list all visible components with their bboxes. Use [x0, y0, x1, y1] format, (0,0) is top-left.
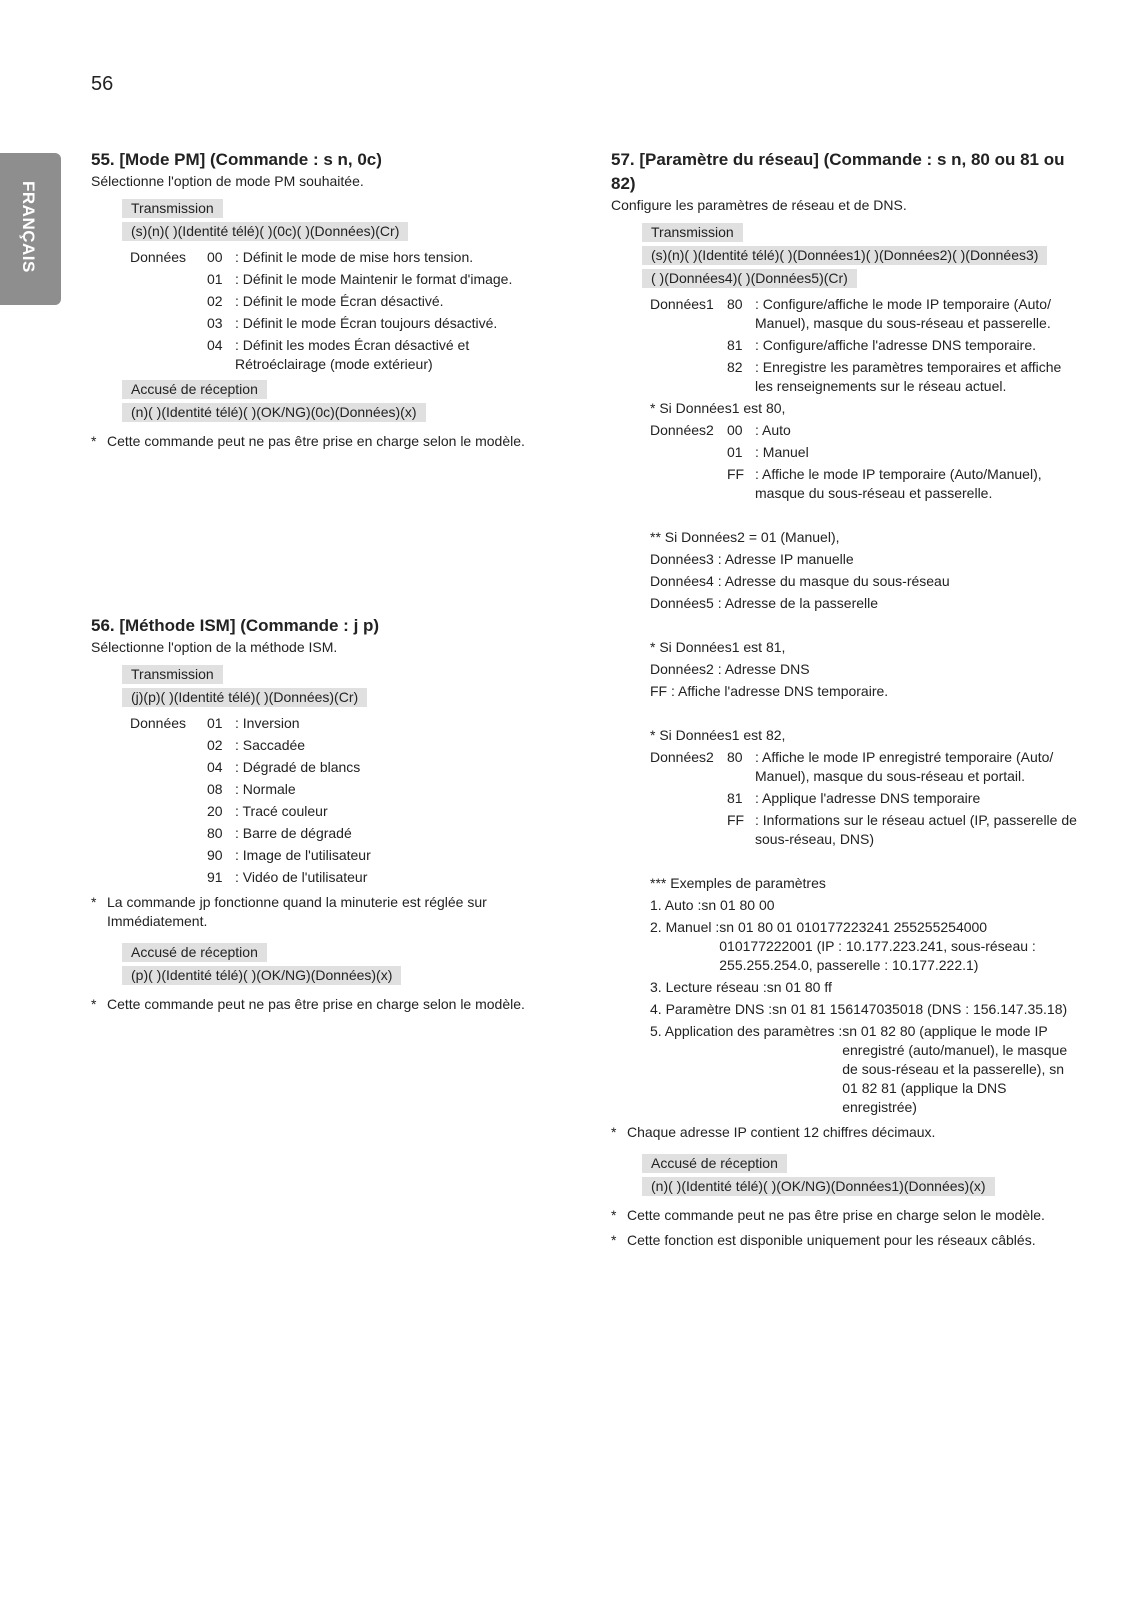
data-code: 02: [207, 737, 223, 753]
data-code: 03: [207, 315, 223, 331]
data-code: 01: [207, 715, 223, 731]
transmission-label: Transmission: [642, 223, 743, 242]
data-text: : Manuel: [755, 444, 809, 460]
data-code: 02: [207, 293, 223, 309]
data-text: : Affiche le mode IP temporaire (Auto/Manuel), masque du sous-réseau et passerelle.: [755, 466, 1042, 501]
data-row: [650, 358, 1081, 396]
data-row: [650, 811, 1081, 849]
data-code: 80: [207, 825, 223, 841]
transmission-code: (s)(n)( )(Identité télé)( )(Données1)( )(Données2)( )(Données3): [642, 246, 1047, 265]
data-label: Données: [130, 715, 187, 731]
transmission-code: (s)(n)( )(Identité télé)( )(0c)( )(Données)(Cr): [122, 222, 408, 241]
data-code: 08: [207, 781, 223, 797]
data-label: Données: [130, 249, 187, 265]
example-value: sn 01 80 ff: [766, 979, 832, 995]
data-row: [130, 846, 561, 865]
data-text: : Image de l'utilisateur: [235, 847, 371, 863]
data-text: : Inversion: [235, 715, 300, 731]
note-text: La commande jp fonctionne quand la minuterie est réglée sur Immédiatement.: [107, 894, 487, 929]
data-row: [130, 292, 561, 311]
data-row: [130, 868, 561, 887]
data-code: 80: [727, 296, 743, 312]
section-description: Configure les paramètres de réseau et de DNS.: [611, 197, 907, 213]
note: * Cette commande peut ne pas être prise en charge selon le modèle.: [91, 996, 525, 1012]
data-row: [650, 421, 1081, 440]
section-56: [91, 614, 561, 1014]
data-code: 00: [207, 249, 223, 265]
data-code: 01: [727, 444, 743, 460]
data-text: : Affiche le mode IP enregistré temporaire (Auto/ Manuel), masque du sous-réseau et portail.: [755, 749, 1054, 784]
data-row: [130, 248, 561, 267]
data-row: [130, 802, 561, 821]
condition-81-line: Données2 : Adresse DNS: [650, 661, 810, 677]
example-item: [650, 978, 1081, 997]
data-text: : Définit le mode de mise hors tension.: [235, 249, 474, 265]
section-description: Sélectionne l'option de mode PM souhaitée.: [91, 173, 364, 189]
data-text: : Applique l'adresse DNS temporaire: [755, 790, 981, 806]
data-text: : Configure/affiche l'adresse DNS temporaire.: [755, 337, 1036, 353]
manual-line: Données4 : Adresse du masque du sous-réseau: [650, 573, 950, 589]
example-key: 5. Application des paramètres :: [650, 1023, 843, 1039]
data-row: [650, 465, 1081, 503]
data-text: : Dégradé de blancs: [235, 759, 361, 775]
transmission-label: Transmission: [122, 665, 223, 684]
condition-82: * Si Données1 est 82,: [650, 727, 786, 743]
data-code: 81: [727, 790, 743, 806]
example-value: sn 01 80 00: [701, 897, 775, 913]
data-row: [130, 758, 561, 777]
section-title: 56. [Méthode ISM] (Commande : j p): [91, 616, 380, 635]
data-code: 80: [727, 749, 743, 765]
section-title: 57. [Paramètre du réseau] (Commande : s n, 80 ou 81 ou 82): [611, 150, 1065, 193]
data-code: 20: [207, 803, 223, 819]
example-value: sn 01 80 01 010177223241 255255254000 010177222001 (IP : 10.177.223.241, sous-réseau : 255.255.254.0, passerelle : 10.177.222.1): [719, 919, 1036, 973]
note: * Cette fonction est disponible uniquement pour les réseaux câblés.: [611, 1232, 1036, 1248]
condition-81-line: FF : Affiche l'adresse DNS temporaire.: [650, 683, 889, 699]
data-row: [650, 336, 1081, 355]
manual-line: ** Si Données2 = 01 (Manuel),: [650, 529, 840, 545]
condition-81-block: [611, 638, 1081, 701]
data-text: : Enregistre les paramètres temporaires et affiche les renseignements sur le réseau actuel.: [755, 359, 1062, 394]
example-item: [650, 896, 1081, 915]
data2-80-list: [611, 421, 1081, 503]
note-text: Cette commande peut ne pas être prise en charge selon le modèle.: [627, 1207, 1045, 1223]
data-code: 04: [207, 337, 223, 353]
data-row: [650, 789, 1081, 808]
data-label: Données1: [650, 296, 714, 312]
condition-80: * Si Données1 est 80,: [650, 400, 786, 416]
transmission-label: Transmission: [122, 199, 223, 218]
data-row: [130, 270, 561, 289]
section-description: Sélectionne l'option de la méthode ISM.: [91, 639, 338, 655]
section-57: [611, 148, 1081, 1250]
data-code: 82: [727, 359, 743, 375]
data-code: 04: [207, 759, 223, 775]
note: * Chaque adresse IP contient 12 chiffres décimaux.: [611, 1124, 936, 1140]
right-column: [611, 148, 1081, 1250]
transmission-code-continued: ( )(Données4)( )(Données5)(Cr): [642, 269, 857, 288]
data-text: : Saccadée: [235, 737, 306, 753]
data-text: : Normale: [235, 781, 296, 797]
language-tab: [0, 153, 61, 305]
manual-block: [611, 528, 1081, 613]
data-text: : Auto: [755, 422, 791, 438]
section-title: 55. [Mode PM] (Commande : s n, 0c): [91, 150, 382, 169]
data-row: [130, 780, 561, 799]
transmission-code: (j)(p)( )(Identité télé)( )(Données)(Cr): [122, 688, 367, 707]
data-text: : Définit les modes Écran désactivé et Rétroéclairage (mode extérieur): [235, 337, 470, 372]
example-value: sn 01 82 80 (applique le mode IP enregistré (auto/manuel), le masque de sous-réseau et la passerelle), sn 01 82 81 (applique la DNS enregistrée): [842, 1023, 1068, 1115]
data-code: 00: [727, 422, 743, 438]
section-55: [91, 148, 561, 451]
data-row: [650, 748, 1081, 786]
ack-label: Accusé de réception: [122, 380, 267, 399]
data-text: : Définit le mode Écran désactivé.: [235, 293, 444, 309]
left-column: [91, 148, 561, 1012]
note: * La commande jp fonctionne quand la minuterie est réglée sur Immédiatement.: [91, 893, 561, 931]
example-item: [650, 1000, 1081, 1019]
data-row: [650, 443, 1081, 462]
examples-title: *** Exemples de paramètres: [650, 875, 826, 891]
ack-label: Accusé de réception: [642, 1154, 787, 1173]
data-list: [91, 248, 561, 374]
data-code: 90: [207, 847, 223, 863]
data-text: : Tracé couleur: [235, 803, 328, 819]
example-key: 4. Paramètre DNS :: [650, 1001, 773, 1017]
data-row: [130, 736, 561, 755]
ack-label: Accusé de réception: [122, 943, 267, 962]
data-row: [650, 295, 1081, 333]
data-text: : Définit le mode Maintenir le format d'image.: [235, 271, 513, 287]
example-item: [650, 918, 1081, 975]
example-key: 3. Lecture réseau :: [650, 979, 767, 995]
manual-line: Données3 : Adresse IP manuelle: [650, 551, 854, 567]
data-list: [91, 714, 561, 887]
condition-81-line: * Si Données1 est 81,: [650, 639, 786, 655]
page-number: 56: [91, 73, 114, 95]
examples-list: [611, 896, 1081, 1117]
data-label: Données2: [650, 749, 714, 765]
note-text: Cette commande peut ne pas être prise en charge selon le modèle.: [107, 433, 525, 449]
data-code: 81: [727, 337, 743, 353]
data-row: [130, 336, 561, 374]
manual-line: Données5 : Adresse de la passerelle: [650, 595, 879, 611]
language-tab-label: FRANÇAIS: [19, 181, 38, 273]
data-code: FF: [727, 466, 745, 482]
note-text: Cette commande peut ne pas être prise en charge selon le modèle.: [107, 996, 525, 1012]
data-text: : Configure/affiche le mode IP temporaire (Auto/ Manuel), masque du sous-réseau et passerelle.: [755, 296, 1051, 331]
data-code: 01: [207, 271, 223, 287]
data-text: : Définit le mode Écran toujours désactivé.: [235, 315, 498, 331]
data-text: : Vidéo de l'utilisateur: [235, 869, 368, 885]
example-key: 1. Auto :: [650, 897, 702, 913]
data-row: [130, 824, 561, 843]
example-key: 2. Manuel :: [650, 919, 720, 935]
data-text: : Informations sur le réseau actuel (IP, passerelle de sous-réseau, DNS): [755, 812, 1077, 847]
data-row: [130, 714, 561, 733]
data-label: Données2: [650, 422, 714, 438]
ack-code: (n)( )(Identité télé)( )(OK/NG)(Données1)(Données)(x): [642, 1177, 995, 1196]
example-value: sn 01 81 156147035018 (DNS : 156.147.35.18): [772, 1001, 1068, 1017]
data-text: : Barre de dégradé: [235, 825, 352, 841]
note: * Cette commande peut ne pas être prise en charge selon le modèle.: [91, 433, 525, 449]
data-code: 91: [207, 869, 223, 885]
ack-code: (p)( )(Identité télé)( )(OK/NG)(Données)(x): [122, 966, 401, 985]
data1-list: [611, 295, 1081, 396]
ack-code: (n)( )(Identité télé)( )(OK/NG)(0c)(Données)(x): [122, 403, 426, 422]
example-item: [650, 1022, 1081, 1117]
note-text: Chaque adresse IP contient 12 chiffres décimaux.: [627, 1124, 936, 1140]
note: * Cette commande peut ne pas être prise en charge selon le modèle.: [611, 1207, 1045, 1223]
data-row: [130, 314, 561, 333]
data2-82-list: [611, 748, 1081, 849]
note-text: Cette fonction est disponible uniquement pour les réseaux câblés.: [627, 1232, 1036, 1248]
data-code: FF: [727, 812, 745, 828]
